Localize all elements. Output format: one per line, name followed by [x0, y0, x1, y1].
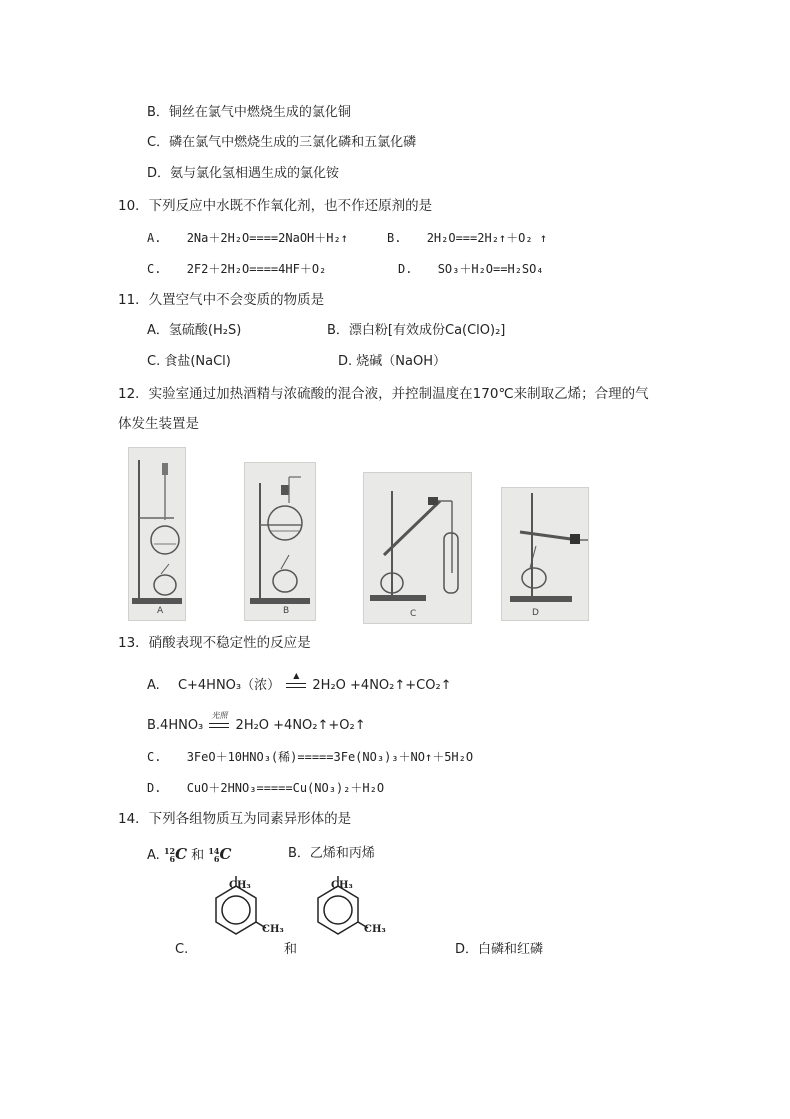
- q12-stem-line1: 12．实验室通过加热酒精与浓硫酸的混合液，并控制温度在170℃来制取乙烯；合理的气: [118, 386, 649, 402]
- apparatus-figure-b: [244, 462, 316, 621]
- c12-atomic-number: 6: [169, 854, 176, 864]
- figure-b-label: B: [283, 606, 290, 616]
- structure-2-ch3-side: CH₃: [364, 924, 386, 935]
- q9-option-b: B．铜丝在氯气中燃烧生成的氯化铜: [147, 105, 351, 120]
- q10-b-label: B.: [387, 231, 402, 245]
- q13-b-right: 2H₂O +4NO₂↑+O₂↑: [235, 718, 366, 733]
- c14-symbol: C: [219, 845, 232, 863]
- q14-c-label: C.: [175, 942, 189, 957]
- q14-a-and: 和: [191, 848, 205, 863]
- figure-d-label: D: [532, 608, 539, 618]
- structure-1-ch3-top: CH₃: [229, 880, 251, 891]
- q13-option-b: [147, 711, 366, 736]
- q13-option-c: [147, 747, 473, 767]
- q14-option-d: D．白磷和红磷: [455, 942, 544, 957]
- q14-option-b: B．乙烯和丙烯: [288, 846, 375, 861]
- q14-c-and: 和: [284, 942, 298, 957]
- c14-atomic-number: 6: [213, 854, 220, 864]
- apparatus-d-drawing: [502, 488, 588, 620]
- q10-d-equation: SO₃＋H₂O==H₂SO₄: [437, 262, 544, 276]
- q13-a-right: 2H₂O +4NO₂↑+CO₂↑: [312, 678, 452, 693]
- c14-mass-number: 14: [208, 846, 220, 856]
- apparatus-a-drawing: [129, 448, 185, 620]
- q13-stem: 13．硝酸表现不稳定性的反应是: [118, 635, 311, 651]
- q10-d-label: D.: [398, 262, 413, 276]
- q13-b-left: B.4HNO₃: [147, 718, 204, 733]
- q10-option-c: [147, 259, 326, 279]
- q13-a-arrow: [284, 671, 308, 696]
- q13-c-equation: 3FeO＋10HNO₃(稀)=====3Fe(NO₃)₃＋NO↑＋5H₂O: [186, 750, 474, 764]
- q13-c-label: C.: [147, 750, 162, 764]
- q14-a-label: A.: [147, 848, 160, 863]
- q10-option-a: [147, 228, 348, 248]
- q13-a-left: C+4HNO₃（浓）: [177, 678, 281, 693]
- q10-b-equation: 2H₂O===2H₂↑＋O₂ ↑: [426, 231, 548, 245]
- q13-b-arrow: [207, 711, 231, 736]
- q10-option-d: [398, 259, 544, 279]
- apparatus-figure-c: [363, 472, 472, 624]
- q13-option-d: [147, 778, 384, 798]
- c12-mass-number: 12: [163, 846, 176, 856]
- q13-option-a: [147, 671, 452, 696]
- apparatus-figure-a: [128, 447, 186, 621]
- q9-option-d: D．氨与氯化氢相遇生成的氯化铵: [147, 166, 340, 181]
- q11-option-d: D. 烧碱（NaOH）: [338, 354, 446, 369]
- q10-c-equation: 2F2＋2H₂O====4HF＋O₂: [186, 262, 327, 276]
- structure-2-ch3-top: CH₃: [331, 880, 353, 891]
- q11-stem: 11．久置空气中不会变质的物质是: [118, 292, 325, 308]
- q10-a-equation: 2Na＋2H₂O====2NaOH＋H₂↑: [186, 231, 348, 245]
- q10-stem: 10．下列反应中水既不作氧化剂，也不作还原剂的是: [118, 198, 433, 214]
- apparatus-b-drawing: [245, 463, 315, 620]
- q10-a-label: A.: [147, 231, 162, 245]
- q11-option-b: B．漂白粉[有效成份Ca(ClO)₂]: [327, 323, 506, 338]
- figure-a-label: A: [157, 606, 164, 616]
- q11-option-a: A．氢硫酸(H₂S): [147, 323, 242, 338]
- q14-option-a: [147, 844, 231, 866]
- q13-a-condition: ▲: [293, 671, 300, 680]
- q13-a-label: A.: [147, 678, 160, 693]
- q13-d-label: D.: [147, 781, 162, 795]
- apparatus-c-drawing: [364, 473, 471, 623]
- q10-c-label: C.: [147, 262, 162, 276]
- structure-1-ch3-side: CH₃: [262, 924, 284, 935]
- q13-d-equation: CuO＋2HNO₃=====Cu(NO₃)₂＋H₂O: [186, 781, 385, 795]
- q9-option-c: C．磷在氯气中燃烧生成的三氯化磷和五氯化磷: [147, 135, 417, 150]
- carbon-14-isotope: [208, 845, 231, 863]
- carbon-12-isotope: [164, 845, 187, 863]
- c12-symbol: C: [175, 845, 188, 863]
- q10-option-b: [387, 228, 547, 248]
- apparatus-figure-d: [501, 487, 589, 621]
- q11-option-c: C. 食盐(NaCl): [147, 354, 231, 369]
- q14-stem: 14．下列各组物质互为同素异形体的是: [118, 811, 352, 827]
- figure-c-label: C: [410, 609, 417, 619]
- q12-stem-line2: 体发生装置是: [118, 416, 199, 432]
- q13-b-condition: 光照: [211, 711, 228, 720]
